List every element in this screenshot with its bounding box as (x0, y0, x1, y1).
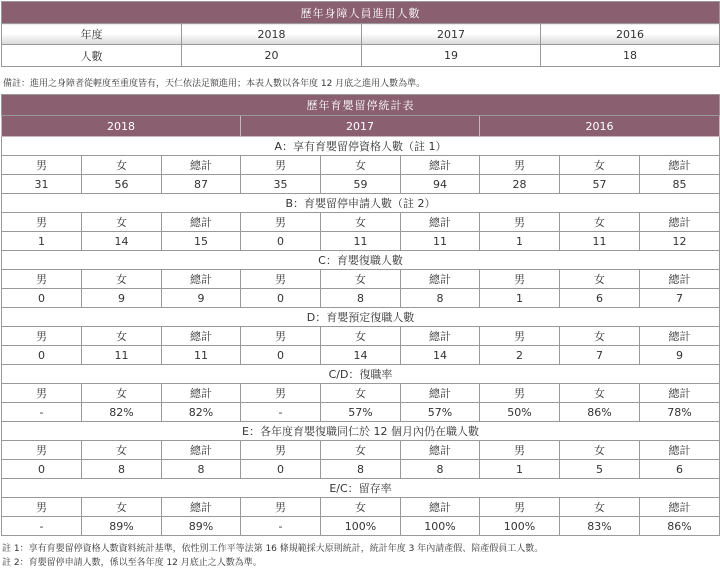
section-header-row (2, 422, 720, 441)
column-label: 女 (321, 327, 401, 346)
disabled-employment-table (1, 1, 720, 67)
column-label: 男 (241, 270, 321, 289)
value-cell: 100% (321, 517, 401, 536)
table1-value-2016: 18 (541, 45, 720, 67)
section-header-row (2, 365, 720, 384)
section-header-row (2, 479, 720, 498)
column-label: 男 (480, 327, 560, 346)
column-label: 總計 (640, 156, 720, 175)
value-cell: - (2, 403, 82, 422)
table1-year-2016: 2016 (541, 24, 720, 45)
table1-value-2018: 20 (182, 45, 362, 67)
column-label: 男 (2, 498, 82, 517)
value-cell: 31 (2, 175, 82, 194)
value-cell: 83% (560, 517, 640, 536)
column-label: 男 (480, 270, 560, 289)
value-cell: 8 (82, 460, 162, 479)
value-cell: 57% (321, 403, 401, 422)
footnote-2: 註 2：育嬰留停申請人數，係以至各年度 12 月底止之人數為準。 (2, 558, 262, 568)
column-label: 男 (2, 156, 82, 175)
value-cell: 6 (560, 289, 640, 308)
value-cell: 0 (2, 346, 82, 365)
column-label: 總計 (401, 213, 480, 232)
value-cell: 59 (321, 175, 401, 194)
column-label: 男 (480, 498, 560, 517)
value-cell: 1 (480, 460, 560, 479)
section-title: B：育嬰留停申請人數（註 2） (2, 194, 720, 213)
column-label: 總計 (401, 156, 480, 175)
value-cell: 1 (480, 232, 560, 251)
column-label: 總計 (401, 384, 480, 403)
column-label: 男 (241, 441, 321, 460)
value-cell: 9 (162, 289, 241, 308)
table1-year-2018: 2018 (182, 24, 362, 45)
column-label: 女 (82, 498, 162, 517)
table-row (2, 517, 720, 536)
value-cell: 5 (560, 460, 640, 479)
column-label: 總計 (640, 213, 720, 232)
table-row (2, 460, 720, 479)
column-label: 男 (480, 213, 560, 232)
value-cell: 8 (321, 289, 401, 308)
column-label-row (2, 441, 720, 460)
column-label-row (2, 213, 720, 232)
value-cell: 1 (480, 289, 560, 308)
column-label: 女 (321, 156, 401, 175)
value-cell: 8 (401, 460, 480, 479)
column-label: 總計 (162, 270, 241, 289)
value-cell: 57% (401, 403, 480, 422)
column-label: 女 (560, 498, 640, 517)
table2-year-2017: 2017 (241, 116, 480, 137)
table-row (2, 232, 720, 251)
value-cell: 100% (480, 517, 560, 536)
table2-title: 歷年育嬰留停統計表 (2, 95, 720, 116)
value-cell: 85 (640, 175, 720, 194)
table-row (2, 346, 720, 365)
section-title: C：育嬰復職人數 (2, 251, 720, 270)
value-cell: 14 (321, 346, 401, 365)
value-cell: 94 (401, 175, 480, 194)
column-label: 總計 (640, 327, 720, 346)
column-label: 總計 (162, 327, 241, 346)
section-header-row (2, 308, 720, 327)
column-label: 總計 (401, 327, 480, 346)
value-cell: 2 (480, 346, 560, 365)
value-cell: 11 (82, 346, 162, 365)
section-title: A：享有育嬰留停資格人數（註 1） (2, 137, 720, 156)
column-label: 女 (560, 327, 640, 346)
table1-row-label: 人數 (2, 45, 182, 67)
column-label: 女 (321, 270, 401, 289)
column-label: 女 (82, 270, 162, 289)
footnote-1: 註 1：享有育嬰留停資格人數資料統計基準，依性別工作平等法第 16 條規範採大原則統計，統計年度 3 年內請產假、陪產假員工人數。 (2, 544, 544, 554)
value-cell: - (2, 517, 82, 536)
column-label: 男 (480, 384, 560, 403)
column-label-row (2, 384, 720, 403)
section-header-row (2, 251, 720, 270)
column-label: 總計 (401, 498, 480, 517)
value-cell: 15 (162, 232, 241, 251)
value-cell: 89% (162, 517, 241, 536)
column-label: 男 (241, 156, 321, 175)
column-label: 女 (82, 384, 162, 403)
section-title: E：各年度育嬰復職同仁於 12 個月內仍在職人數 (2, 422, 720, 441)
column-label-row (2, 156, 720, 175)
column-label: 男 (241, 498, 321, 517)
section-title: D：育嬰預定復職人數 (2, 308, 720, 327)
column-label: 男 (2, 384, 82, 403)
column-label: 男 (2, 441, 82, 460)
column-label: 總計 (162, 213, 241, 232)
column-label: 總計 (162, 156, 241, 175)
value-cell: 11 (321, 232, 401, 251)
column-label: 女 (82, 327, 162, 346)
value-cell: 14 (401, 346, 480, 365)
value-cell: 6 (640, 460, 720, 479)
value-cell: - (241, 403, 321, 422)
section-header-row (2, 137, 720, 156)
table-row (2, 289, 720, 308)
table2-year-2016: 2016 (480, 116, 720, 137)
value-cell: 0 (2, 460, 82, 479)
table1-title: 歷年身障人員進用人數 (2, 2, 720, 24)
column-label-row (2, 270, 720, 289)
section-header-row (2, 194, 720, 213)
value-cell: 8 (162, 460, 241, 479)
column-label: 女 (560, 156, 640, 175)
value-cell: 0 (241, 460, 321, 479)
column-label: 女 (321, 213, 401, 232)
column-label-row (2, 498, 720, 517)
value-cell: 0 (241, 346, 321, 365)
column-label: 女 (560, 384, 640, 403)
section-title: C/D：復職率 (2, 365, 720, 384)
column-label: 總計 (401, 441, 480, 460)
column-label: 男 (2, 327, 82, 346)
column-label: 總計 (640, 270, 720, 289)
column-label: 女 (321, 441, 401, 460)
column-label: 女 (82, 156, 162, 175)
value-cell: 9 (82, 289, 162, 308)
table-row (2, 175, 720, 194)
table1-header-label: 年度 (2, 24, 182, 45)
column-label: 男 (241, 384, 321, 403)
column-label: 男 (480, 441, 560, 460)
value-cell: 50% (480, 403, 560, 422)
value-cell: 86% (560, 403, 640, 422)
value-cell: 11 (162, 346, 241, 365)
column-label: 男 (241, 213, 321, 232)
column-label: 女 (82, 213, 162, 232)
value-cell: 11 (560, 232, 640, 251)
column-label: 女 (321, 498, 401, 517)
value-cell: 100% (401, 517, 480, 536)
column-label: 男 (2, 213, 82, 232)
table-row (2, 403, 720, 422)
column-label-row (2, 327, 720, 346)
section-title: E/C：留存率 (2, 479, 720, 498)
column-label: 男 (480, 156, 560, 175)
column-label: 總計 (401, 270, 480, 289)
footnotes (2, 542, 720, 570)
value-cell: 12 (640, 232, 720, 251)
value-cell: 57 (560, 175, 640, 194)
value-cell: - (241, 517, 321, 536)
table1-note: 備註：進用之身障者從輕度至重度皆有，天仁依法足額進用；本表人數以各年度 12 月底之進用人數為準。 (3, 79, 426, 89)
table1-value-2017: 19 (362, 45, 541, 67)
column-label: 女 (321, 384, 401, 403)
value-cell: 7 (560, 346, 640, 365)
value-cell: 9 (640, 346, 720, 365)
value-cell: 0 (241, 289, 321, 308)
value-cell: 82% (162, 403, 241, 422)
column-label: 總計 (640, 441, 720, 460)
value-cell: 82% (82, 403, 162, 422)
value-cell: 1 (2, 232, 82, 251)
column-label: 男 (2, 270, 82, 289)
column-label: 總計 (162, 384, 241, 403)
column-label: 總計 (162, 498, 241, 517)
value-cell: 28 (480, 175, 560, 194)
column-label: 總計 (640, 498, 720, 517)
value-cell: 0 (2, 289, 82, 308)
value-cell: 56 (82, 175, 162, 194)
value-cell: 86% (640, 517, 720, 536)
value-cell: 87 (162, 175, 241, 194)
value-cell: 7 (640, 289, 720, 308)
column-label: 男 (241, 327, 321, 346)
value-cell: 8 (401, 289, 480, 308)
column-label: 總計 (162, 441, 241, 460)
table2-year-2018: 2018 (2, 116, 241, 137)
column-label: 女 (560, 270, 640, 289)
column-label: 總計 (640, 384, 720, 403)
value-cell: 14 (82, 232, 162, 251)
value-cell: 11 (401, 232, 480, 251)
value-cell: 8 (321, 460, 401, 479)
value-cell: 35 (241, 175, 321, 194)
column-label: 女 (82, 441, 162, 460)
value-cell: 0 (241, 232, 321, 251)
column-label: 女 (560, 213, 640, 232)
value-cell: 89% (82, 517, 162, 536)
column-label: 女 (560, 441, 640, 460)
parental-leave-table (1, 94, 720, 536)
value-cell: 78% (640, 403, 720, 422)
table1-year-2017: 2017 (362, 24, 541, 45)
